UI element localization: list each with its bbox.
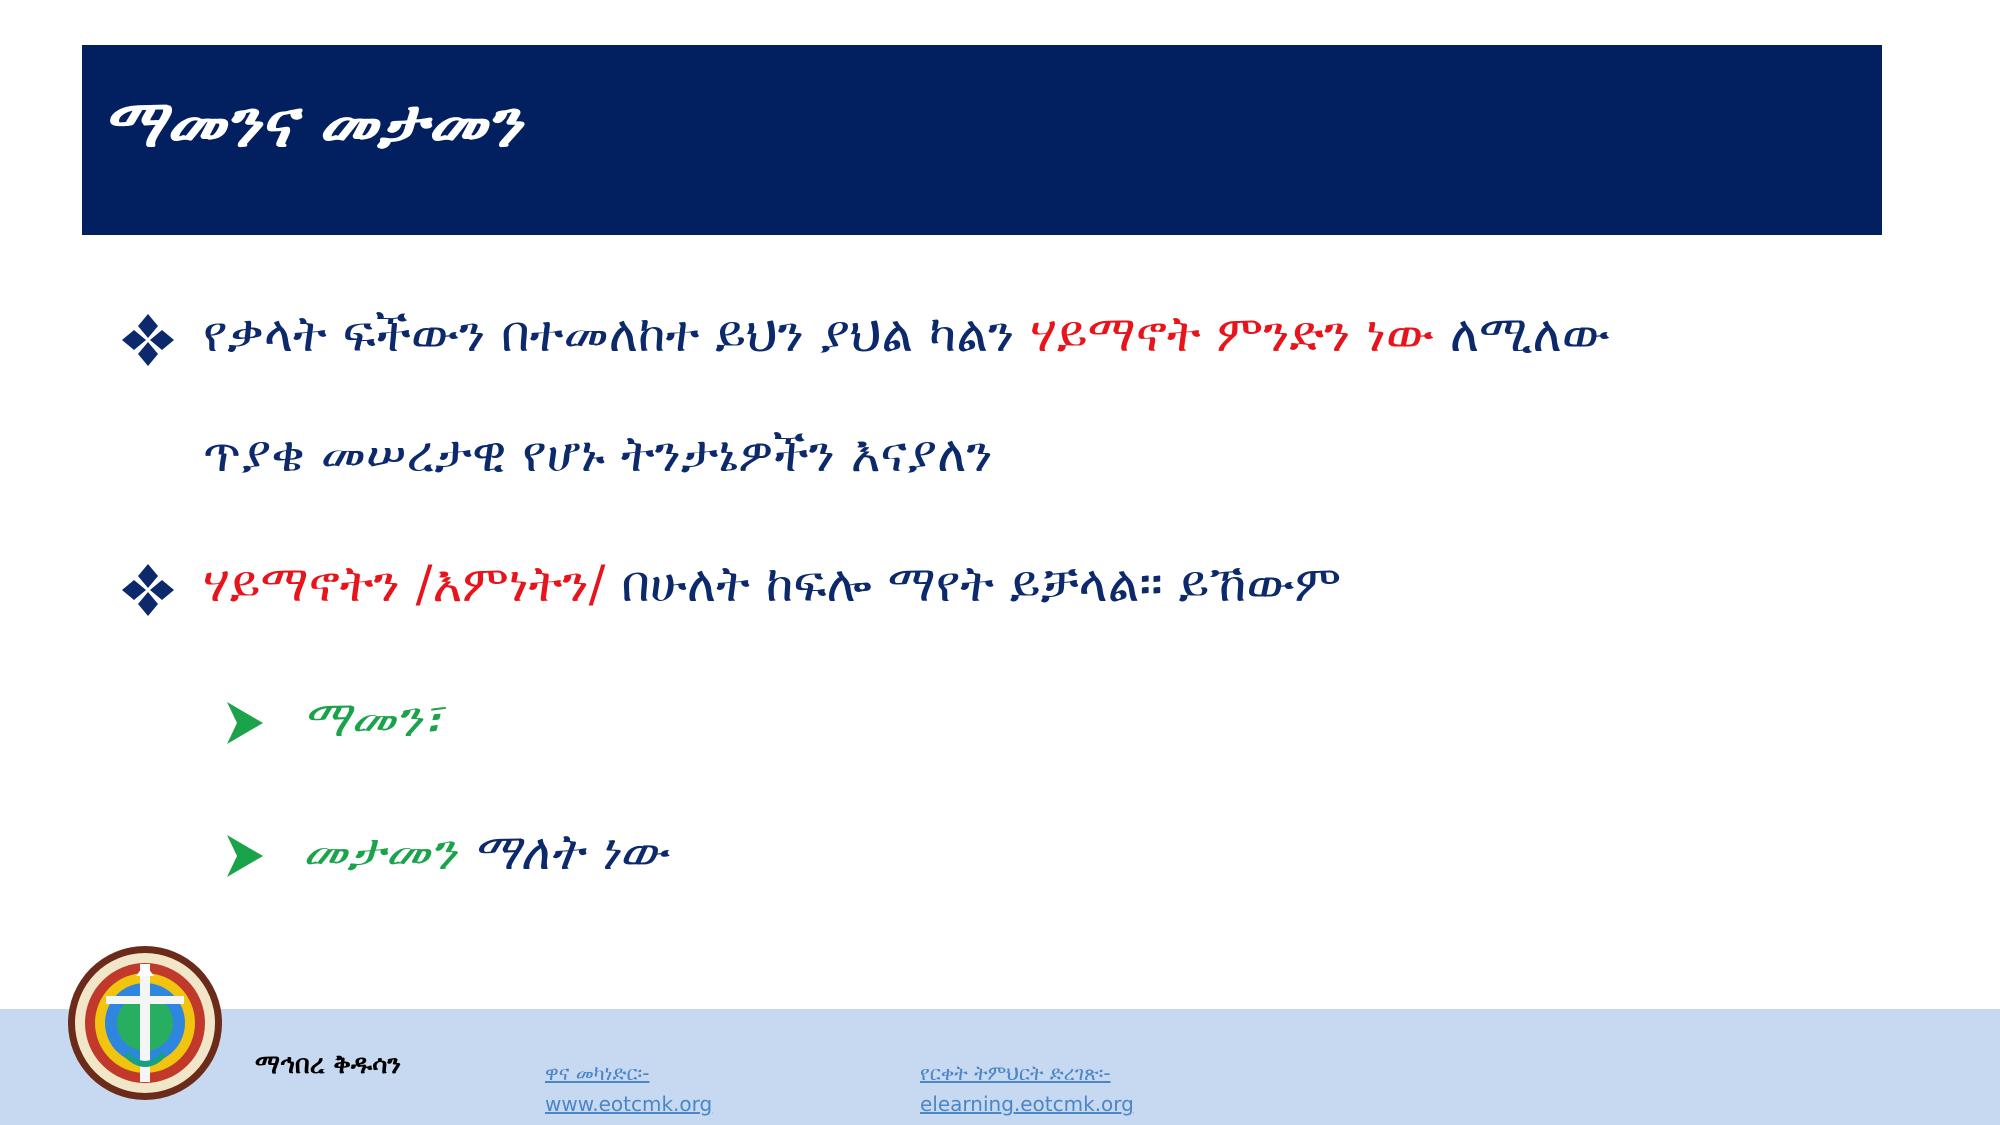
main-site-label-link[interactable]: ዋና መካነድር፡- — [545, 1061, 650, 1085]
sub-bullet-2-text: ማለት ነው — [456, 823, 667, 881]
diamond-bullet-icon — [120, 562, 176, 618]
bullet-2-text: በሁለት ከፍሎ ማየት ይቻላል። ይኸውም — [605, 555, 1342, 613]
bullet-1-text: የቃላት ፍችውን በተመለከተ ይህን ያህል ካልን — [203, 305, 1031, 363]
bullet-1-line-2: ጥያቄ መሠረታዊ የሆኑ ትንታኔዎችን እናያለን — [203, 425, 993, 483]
arrow-bullet-icon — [225, 833, 265, 879]
main-site-url-link[interactable]: www.eotcmk.org — [545, 1092, 713, 1116]
diamond-bullet-icon — [120, 312, 176, 368]
bullet-1-text-end: ለሚለው — [1433, 305, 1610, 363]
arrow-bullet-icon — [225, 700, 265, 746]
sub-bullet-2-term: መታመን — [302, 823, 457, 881]
title-bar — [82, 45, 1882, 235]
sub-bullet-2-line — [302, 823, 667, 882]
bullet-1-line-1 — [203, 305, 1610, 364]
bullet-2-line — [203, 555, 1341, 614]
organization-logo-icon — [66, 944, 224, 1102]
bullet-2-highlight: ሃይማኖትን /እምነትን/ — [203, 555, 606, 613]
bullet-1-highlight: ሃይማኖት ምንድን ነው — [1030, 305, 1434, 363]
sub-bullet-1-line — [302, 690, 442, 749]
sub-bullet-1-term: ማመን፣ — [302, 690, 443, 748]
organization-name: ማኅበረ ቅዱሳን — [255, 1050, 402, 1080]
elearning-label-link[interactable]: የርቀት ትምህርት ድረገጽ፡- — [920, 1061, 1111, 1085]
slide-title: ማመንና መታመን — [102, 85, 522, 162]
elearning-url-link[interactable]: elearning.eotcmk.org — [920, 1092, 1134, 1116]
